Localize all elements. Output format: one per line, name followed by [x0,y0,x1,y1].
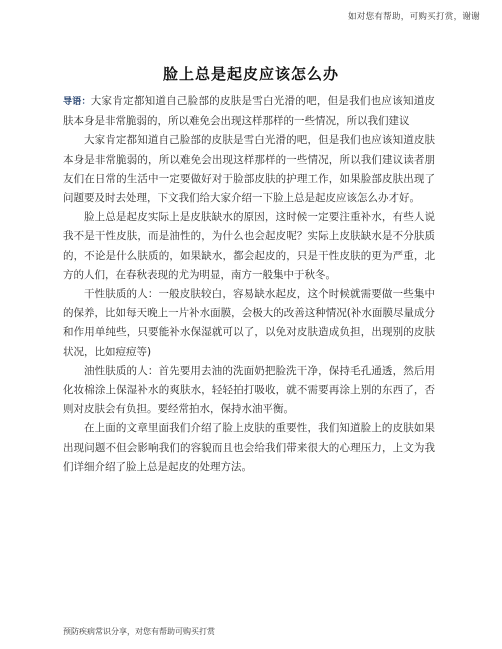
article-body [63,92,435,477]
paragraph: 在上面的文章里面我们介绍了脸上皮肤的重要性，我们知道脸上的皮肤如果出现问题不但会影响我们的容貌而且也会给我们带来很大的心理压力，上文为我们详细介绍了脸上总是起皮的处理方法。 [63,422,435,473]
paragraph: 油性肤质的人：首先要用去油的洗面奶把脸洗干净，保持毛孔通透，然后用化妆棉涂上保湿补水的爽肤水，轻轻拍打吸收，就不需要再涂上别的东西了，否则对皮肤会有负担。要经常拍水，保持水油平衡。 [63,364,435,416]
lead-paragraph [63,92,435,131]
paragraph: 干性肤质的人：一般皮肤较白，容易缺水起皮，这个时候就需要做一些集中的保养，比如每天晚上一片补水面膜，会极大的改善这种情况(补水面膜尽量成分和作用单纯些，只要能补水保湿就可以了，以免对皮肤造成负担，出现别的皮肤状况，比如痘痘等) [63,288,435,358]
lead-text: 大家肯定都知道自己脸部的皮肤是雪白光滑的吧，但是我们也应该知道皮肤本身是非常脆弱的，所以难免会出现这样那样的一些情况，所以我们建议 [63,95,435,128]
lead-label: 导语： [63,97,91,107]
paragraph: 大家肯定都知道自己脸部的皮肤是雪白光滑的吧，但是我们也应该知道皮肤本身是非常脆弱的，所以难免会出现这样那样的一些情况，所以我们建议读者朋友们在日常的生活中一定要做好对于脸部皮肤的护理工作，如果脸部皮肤出现了问题要及时去处理，下文我们给大家介绍一下脸上总是起皮应该怎么办才好。 [63,134,435,205]
page-title: 脸上总是起皮应该怎么办 [162,65,339,83]
paragraph: 脸上总是起皮实际上是皮肤缺水的原因，这时候一定要注重补水，有些人说我不是干性皮肤，而是油性的，为什么也会起皮呢？实际上皮肤缺水是不分肤质的，不论是什么肤质的，如果缺水，都会起皮的，只是干性皮肤的更为严重，北方的人们，在春秋表现的尤为明显，南方一般集中于秋冬。 [63,211,435,281]
footer-note: 预防疾病常识分享，对您有帮助可购买打赏 [63,627,215,636]
header-note: 如对您有帮助，可购买打赏，谢谢 [347,12,480,22]
